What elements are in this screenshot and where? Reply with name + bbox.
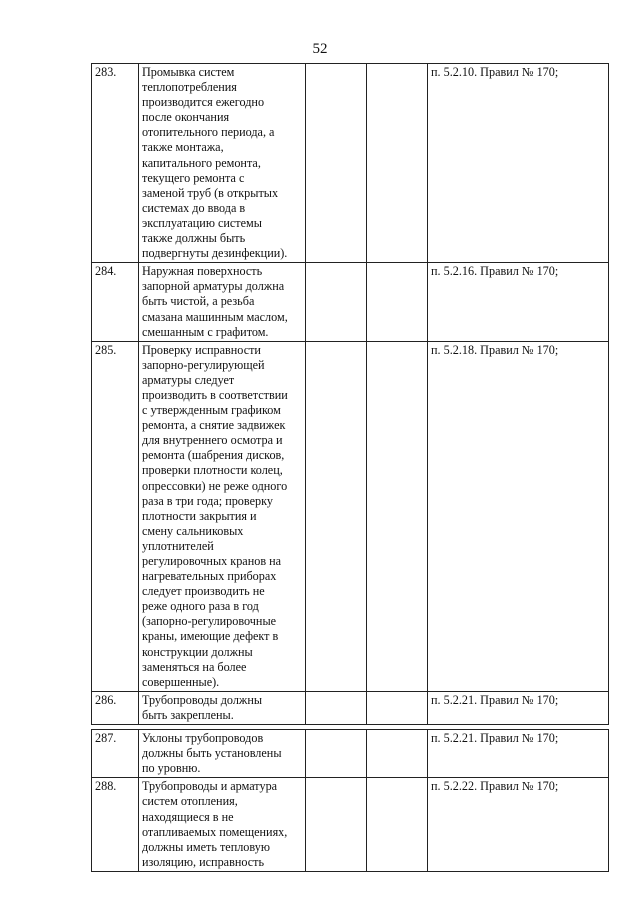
empty-cell	[306, 341, 367, 691]
empty-cell	[306, 730, 367, 778]
requirement-text: Трубопроводы должны быть закреплены.	[139, 691, 306, 724]
requirement-text: Уклоны трубопроводов должны быть установлены по уровню.	[139, 730, 306, 778]
requirement-text: Трубопроводы и арматура систем отопления, находящиеся в не отапливаемых помещениях, должны иметь тепловую изоляцию, исправность	[139, 778, 306, 872]
page-number: 52	[312, 41, 328, 57]
table-row	[92, 64, 609, 263]
regulation-reference: п. 5.2.18. Правил № 170;	[428, 341, 609, 691]
empty-cell	[367, 730, 428, 778]
empty-cell	[306, 64, 367, 263]
empty-cell	[306, 691, 367, 724]
requirement-text: Наружная поверхность запорной арматуры должна быть чистой, а резьба смазана машинным маслом, смешанным с графитом.	[139, 263, 306, 341]
row-number: 285.	[92, 341, 139, 691]
regulation-reference: п. 5.2.10. Правил № 170;	[428, 64, 609, 263]
table-row	[92, 341, 609, 691]
row-number: 288.	[92, 778, 139, 872]
regulation-reference: п. 5.2.22. Правил № 170;	[428, 778, 609, 872]
table-row	[92, 778, 609, 872]
row-number: 283.	[92, 64, 139, 263]
table-row	[92, 691, 609, 724]
row-number: 284.	[92, 263, 139, 341]
regulation-reference: п. 5.2.16. Правил № 170;	[428, 263, 609, 341]
empty-cell	[367, 263, 428, 341]
empty-cell	[367, 778, 428, 872]
empty-cell	[306, 778, 367, 872]
row-number: 286.	[92, 691, 139, 724]
empty-cell	[306, 263, 367, 341]
empty-cell	[367, 64, 428, 263]
empty-cell	[367, 691, 428, 724]
requirement-text: Промывка систем теплопотребления производится ежегодно после окончания отопительного периода, а также монтажа, капитального ремонта, текущего ремонта с заменой труб (в открытых системах до ввода в эксплуатацию системы также должны быть подвергнуты дезинфекции).	[139, 64, 306, 263]
regulation-reference: п. 5.2.21. Правил № 170;	[428, 730, 609, 778]
empty-cell	[367, 341, 428, 691]
row-number: 287.	[92, 730, 139, 778]
requirements-table	[91, 63, 609, 872]
requirement-text: Проверку исправности запорно-регулирующей арматуры следует производить в соответствии с утвержденным графиком ремонта, а снятие задвижек для внутреннего осмотра и ремонта (шабрения дисков, проверки плотности колец, опрессовки) не реже одного раза в три года; проверку плотности закрытия и смену сальниковых уплотнителей регулировочных кранов на нагревательных приборах следует производить не реже одного раза в год (запорно-регулировочные краны, имеющие дефект в конструкции должны заменяться на более совершенные).	[139, 341, 306, 691]
regulation-reference: п. 5.2.21. Правил № 170;	[428, 691, 609, 724]
table-row	[92, 730, 609, 778]
table-row	[92, 263, 609, 341]
